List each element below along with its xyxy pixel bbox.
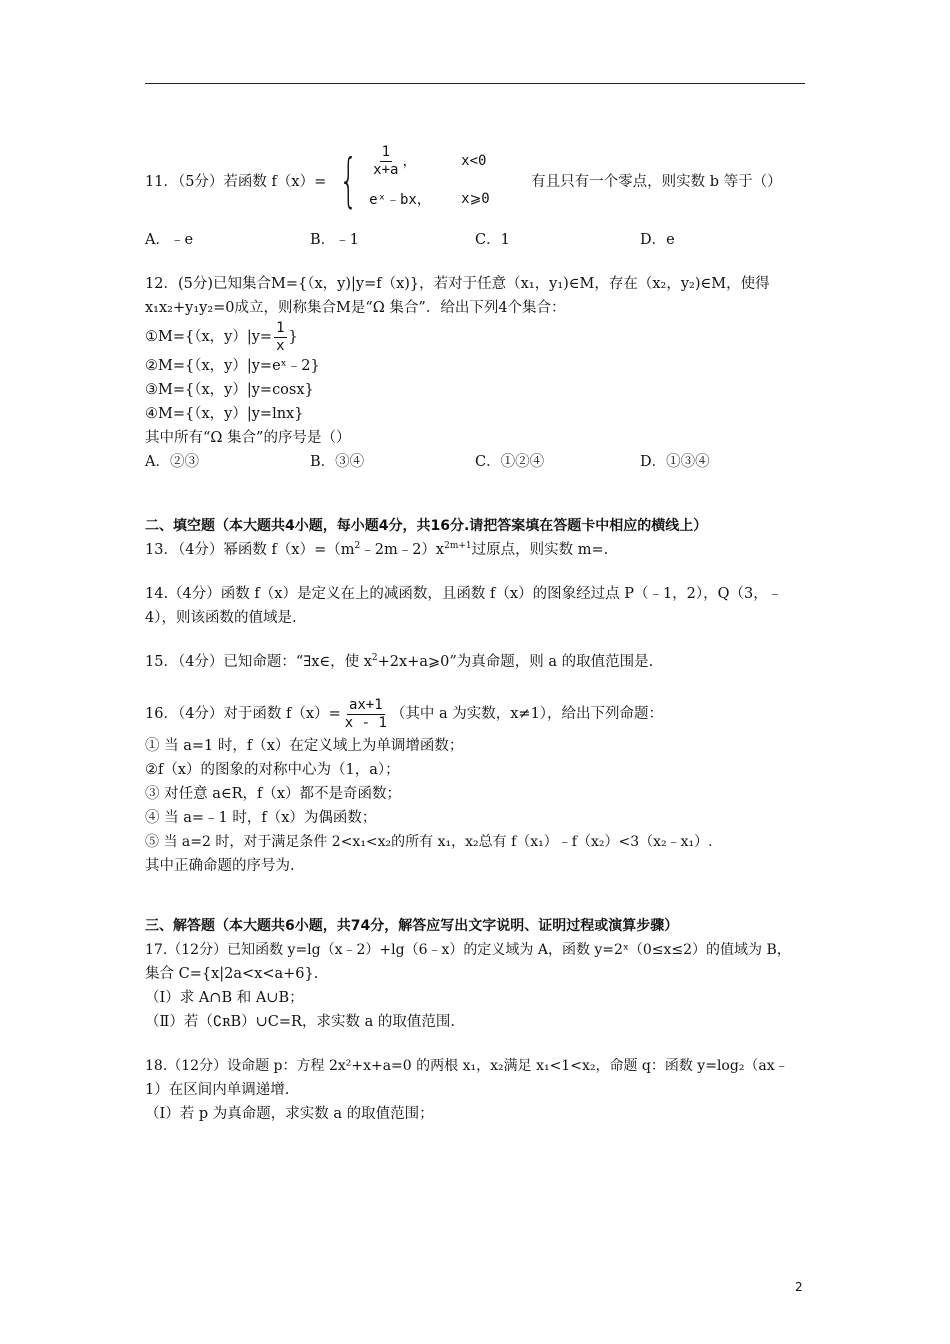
q12-set4: ④M={（x，y）|y=lnx} (145, 406, 304, 422)
q12-line2: x₁x₂+y₁y₂=0成立，则称集合M是“Ω 集合”．给出下列4个集合： (145, 300, 566, 316)
choice-d: D．①③④ (640, 454, 710, 470)
q12-question: 其中所有“Ω 集合”的序号是（） (145, 430, 351, 446)
choice-d: D．e (640, 232, 675, 248)
question-11 (145, 140, 810, 220)
q11-case1-condition: x<0 (461, 153, 487, 169)
q11-case2-condition: x⩾0 (461, 191, 490, 207)
q16-question: 其中正确命题的序号为. (145, 858, 295, 874)
choice-c: C．1 (475, 232, 510, 248)
q18-line2: 1）在区间内单调递增. (145, 1082, 290, 1098)
choice-b: B．﹣1 (310, 232, 359, 248)
q17-line2: 集合 C={x|2a<x<a+6}. (145, 966, 319, 982)
document-body (145, 140, 810, 1126)
q12-line1: 12．(5分)已知集合M={（x，y)|y=f（x)}，若对于任意（x₁，y₁)∈M，存在（x₂，y₂)∈M，使得 (145, 276, 770, 292)
page-number: 2 (795, 1280, 803, 1294)
question-15: 15．（4分）已知命题：“∃x∈，使 $x^2+2x+a⩾0$”为真命题，则 a 的取值范围是. (145, 653, 654, 670)
header-rule (145, 83, 805, 84)
choice-b: B．③④ (310, 454, 365, 470)
q14-line1: 14.（4分）函数 f（x）是定义在上的减函数，且函数 f（x）的图象经过点 P（﹣1，2），Q（3，﹣ (145, 586, 783, 602)
left-brace-icon: { (339, 146, 358, 214)
q18-part1: （Ⅰ）若 p 为真命题，求实数 a 的取值范围； (145, 1106, 434, 1122)
q11-choices (145, 228, 810, 252)
piecewise-function: $\frac{1}{x+a}$ ， x<0 eˣ﹣bx， x⩾0 (369, 142, 531, 218)
q12-choices (145, 450, 810, 474)
choice-a: A．﹣e (145, 232, 194, 248)
q17-part1: （Ⅰ）求 A∩B 和 A∪B； (145, 990, 304, 1006)
q16-item-1: ① 当 a=1 时，f（x）在定义域上为单调增函数； (145, 738, 464, 754)
question-13: 13．（4分）幂函数 $f(x)=(m^2﹣2m﹣2)x^{2m+1}$过原点，则实数 m=. (145, 541, 609, 558)
q16-item-2: ②f（x）的图象的对称中心为（1，a）； (145, 762, 400, 778)
q12-set3: ③M={（x，y）|y=cosx} (145, 382, 314, 398)
q17-line1: 17.（12分）已知函数 y=lg（x﹣2）+lg（6﹣x）的定义域为 A，函数 y=2ˣ（0≤x≤2）的值域为 B， (145, 942, 791, 958)
q11-case2-expression: eˣ﹣bx， (369, 192, 431, 208)
q14-line2: 4），则该函数的值域是. (145, 610, 297, 626)
q11-case1-fraction: $\frac{1}{x+a}$ (373, 143, 399, 178)
q18-line1: 18.（12分）设命题 p：方程 2x²+x+a=0 的两根 x₁，x₂满足 x₁<1<x₂，命题 q：函数 y=log₂（ax﹣ (145, 1058, 789, 1074)
q12-set1: ①M={（x，y）|y= $\frac{1}{x}$ } (145, 319, 298, 354)
section-2-heading: 二、填空题（本大题共4小题，每小题4分，共16分.请把答案填在答题卡中相应的横线上） (145, 518, 708, 534)
q17-part2: （Ⅱ）若（∁ʀB）∪C=R，求实数 a 的取值范围. (145, 1014, 455, 1030)
q16-fraction: $\frac{ax+1}{x - 1}$ (344, 696, 387, 731)
section-3-heading: 三、解答题（本大题共6小题，共74分，解答应写出文字说明、证明过程或演算步骤） (145, 918, 679, 934)
q16-item-5: ⑤ 当 a=2 时，对于满足条件 2<x₁<x₂的所有 x₁，x₂总有 f（x₁）﹣f（x₂）<3（x₂﹣x₁）. (145, 834, 713, 850)
q11-suffix: 有且只有一个零点，则实数 b 等于（） (531, 173, 782, 190)
q16-item-3: ③ 对任意 a∈R，f（x）都不是奇函数； (145, 786, 402, 802)
q12-set1-fraction: $\frac{1}{x}$ (276, 319, 285, 354)
q12-set2: ②M={（x，y）|y=eˣ﹣2} (145, 358, 320, 374)
choice-c: C．①②④ (475, 454, 545, 470)
choice-a: A．②③ (145, 454, 199, 470)
q11-prefix: 11．（5分）若函数 f（x）= (145, 173, 327, 190)
q16-item-4: ④ 当 a=﹣1 时，f（x）为偶函数； (145, 810, 377, 826)
q16-stem: 16．（4分）对于函数 f（x）= $\frac{ax+1}{x - 1}$ （其中 a 为实数，x≠1），给出下列命题： (145, 696, 664, 731)
